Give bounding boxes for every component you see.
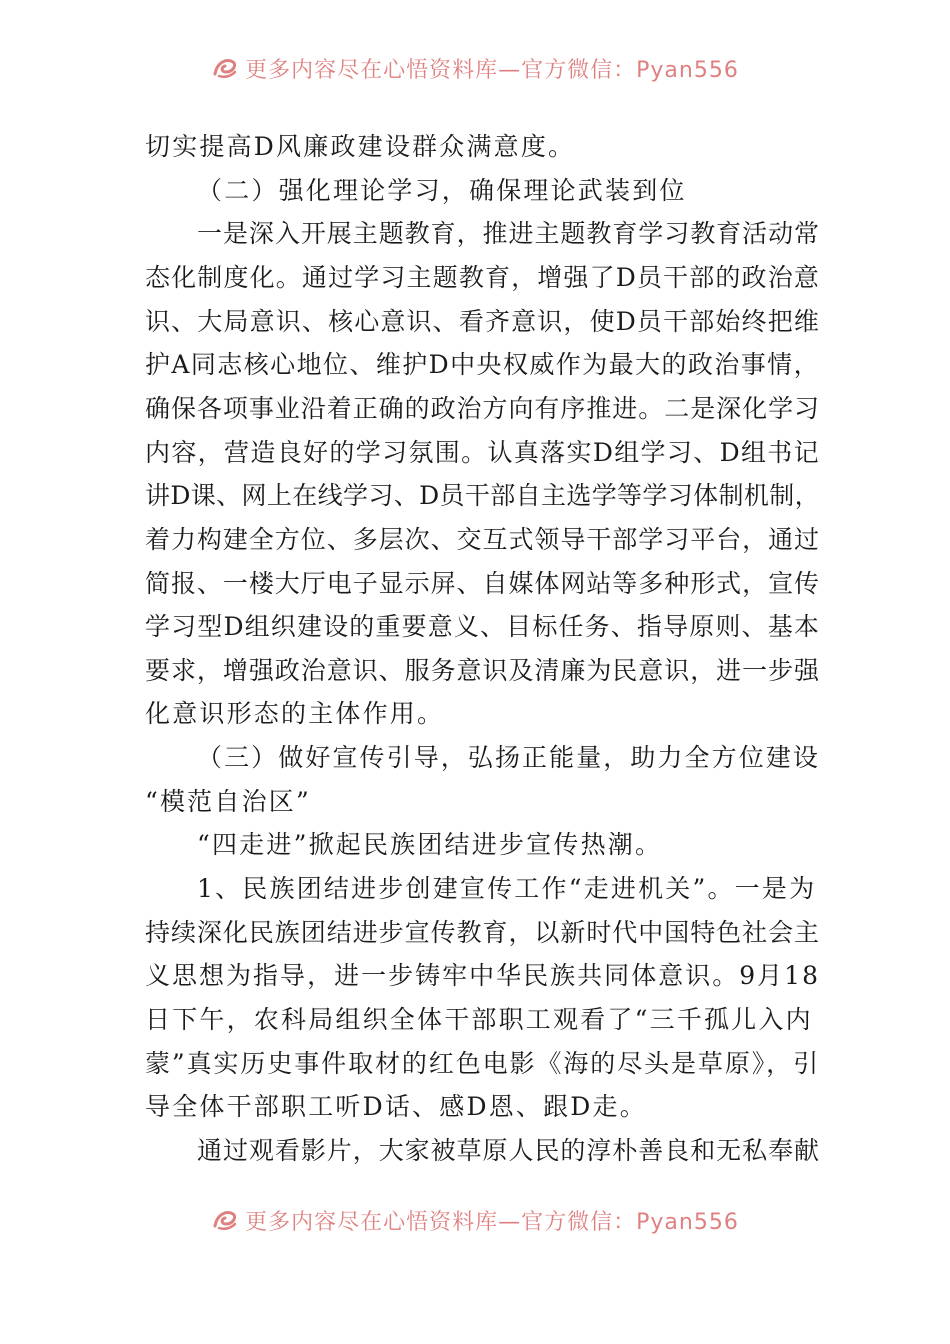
- text-line: 化意识形态的主体作用。: [145, 699, 445, 729]
- text-line: 学习型D组织建设的重要意义、目标任务、指导原则、基本: [145, 612, 820, 642]
- text-line: 持续深化民族团结进步宣传教育，以新时代中国特色社会主: [145, 917, 820, 947]
- watermark-header: [0, 48, 950, 88]
- watermark-text: 更多内容尽在心悟资料库—官方微信：Pyan556: [245, 1209, 739, 1235]
- text-line: 蒙”真实历史事件取材的红色电影《海的尽头是草原》，引: [145, 1048, 820, 1078]
- text-line: 护A同志核心地位、维护D中央权威作为最大的政治事情，: [145, 350, 820, 380]
- text-line: 着力构建全方位、多层次、交互式领导干部学习平台，通过: [145, 524, 820, 554]
- text-line: 切实提高D风廉政建设群众满意度。: [145, 132, 576, 161]
- text-line: （二）强化理论学习，确保理论武装到位: [197, 175, 687, 205]
- text-line: 1、民族团结进步创建宣传工作“走进机关”。一是为: [197, 874, 817, 904]
- text-line: 识、大局意识、核心意识、看齐意识，使D员干部始终把维: [145, 306, 820, 336]
- text-line: “模范自治区”: [145, 786, 311, 816]
- watermark-text: 更多内容尽在心悟资料库—官方微信：Pyan556: [245, 57, 739, 83]
- text-line: “四走进”掀起民族团结进步宣传热潮。: [197, 830, 663, 860]
- text-line: 讲D课、网上在线学习、D员干部自主选学等学习体制机制，: [145, 481, 820, 511]
- text-line: 态化制度化。通过学习主题教育，增强了D员干部的政治意: [145, 262, 820, 292]
- text-line: 导全体干部职工听D话、感D恩、跟D走。: [145, 1092, 647, 1122]
- text-line: 一是深入开展主题教育，推进主题教育学习教育活动常: [197, 219, 820, 249]
- text-line: 日下午，农科局组织全体干部职工观看了“三千孤儿入内: [145, 1005, 813, 1034]
- text-line: 内容，营造良好的学习氛围。认真落实D组学习、D组书记: [145, 437, 820, 467]
- text-line: 通过观看影片，大家被草原人民的淳朴善良和无私奉献: [197, 1135, 820, 1165]
- text-line: 义思想为指导，进一步铸牢中华民族共同体意识。9月18: [145, 961, 820, 991]
- watermark-footer: [0, 1200, 950, 1240]
- text-line: 要求，增强政治意识、服务意识及清廉为民意识，进一步强: [145, 655, 820, 685]
- text-line: 确保各项事业沿着正确的政治方向有序推进。二是深化学习: [145, 393, 820, 423]
- text-line: 简报、一楼大厅电子显示屏、自媒体网站等多种形式，宣传: [145, 568, 820, 598]
- watermark-logo-icon: [211, 1206, 239, 1234]
- text-line: （三）做好宣传引导，弘扬正能量，助力全方位建设: [197, 743, 820, 773]
- watermark-logo-icon: [211, 54, 239, 82]
